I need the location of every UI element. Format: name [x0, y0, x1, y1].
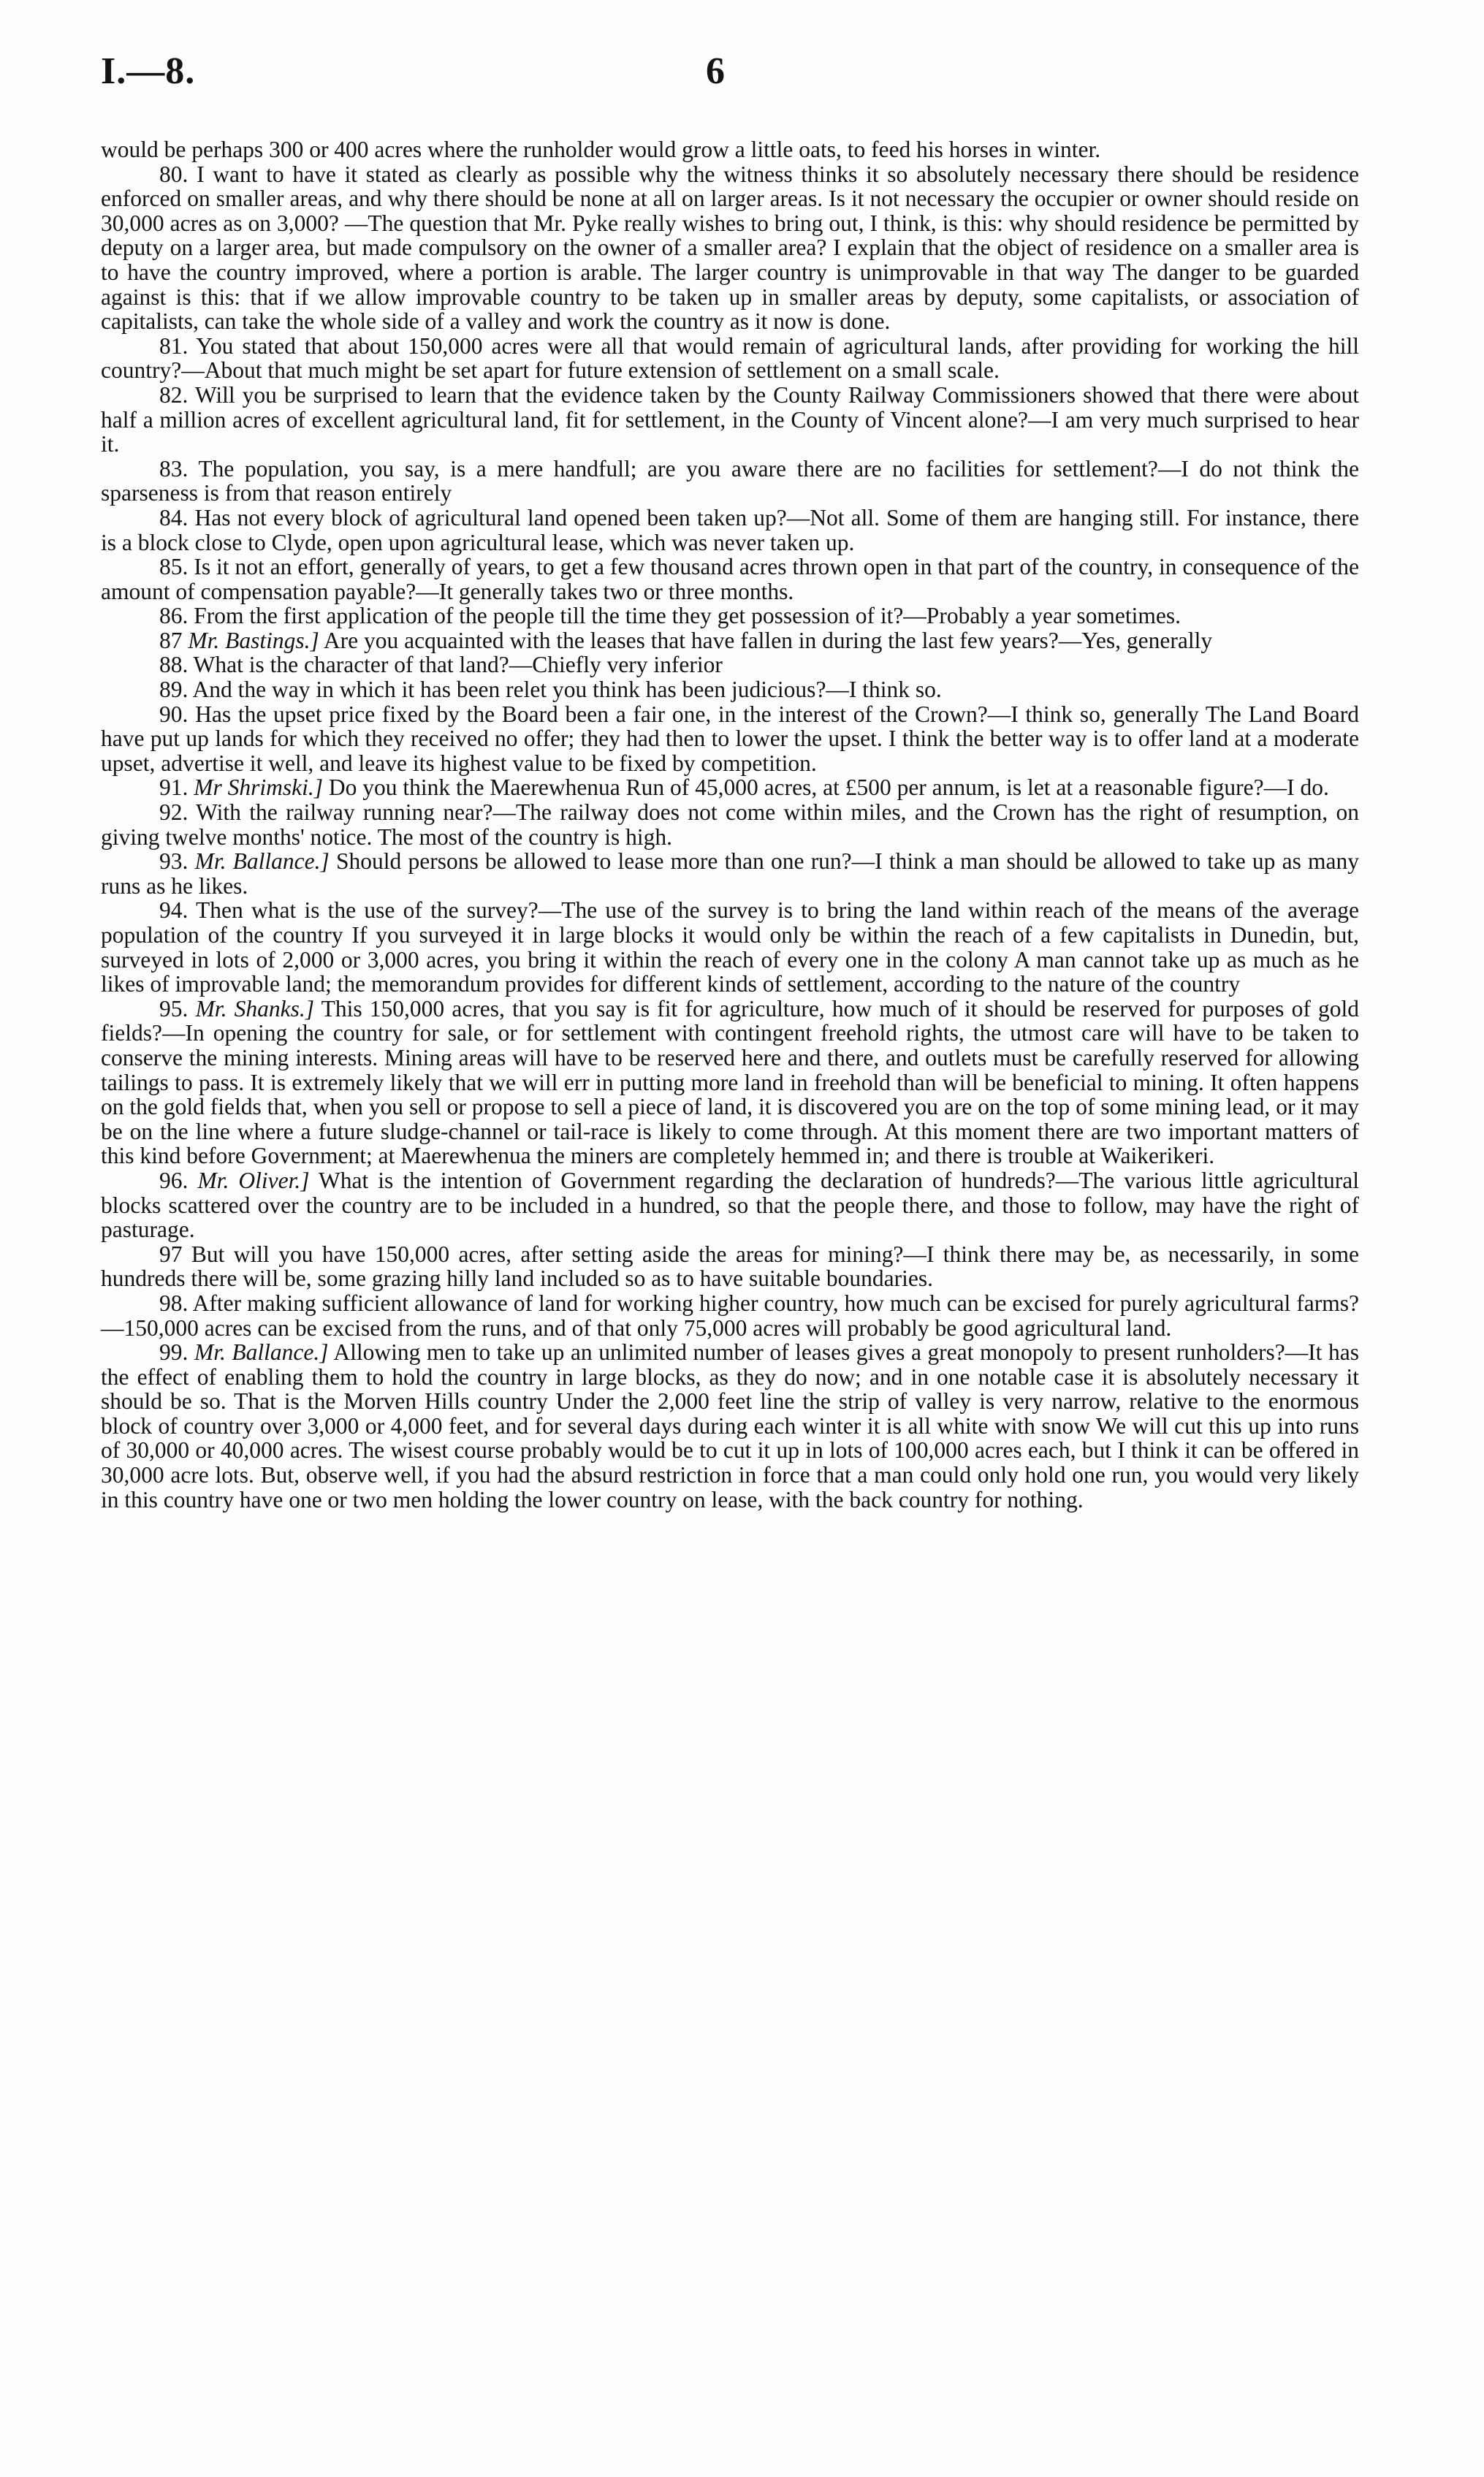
question-number: 99. [159, 1339, 189, 1366]
paragraph-87 [101, 628, 1359, 653]
speaker-label: Mr. Ballance.] [194, 1339, 329, 1366]
paragraph-text: Are you acquainted with the leases that have fallen in during the last few years?—Yes, generally [323, 627, 1213, 653]
question-number: 93. [159, 848, 189, 875]
paragraph-80: 80. I want to have it stated as clearly as possible why the witness thinks it so absolutely necessary there should be residence enforced on smaller areas, and why there should be none at all on larger areas. Is it not necessary the occupier or owner should reside on 30,000 acres as on 3,000? —The question that Mr. Pyke really wishes to bring out, I think, is this: why should residence be permitted by deputy on a larger area, but made compulsory on the owner of a smaller area? I explain that the object of residence on a smaller area is to have the country improved, where a portion is arable. The larger country is unimprovable in that way The danger to be guarded against is this: that if we allow improvable country to be taken up in smaller areas by deputy, some capitalists, or association of capitalists, can take the whole side of a valley and work the country as it now is done. [101, 161, 1359, 335]
paragraph-97: 97 But will you have 150,000 acres, after setting aside the areas for mining?—I think there may be, as necessarily, in some hundreds there will be, some grazing hilly land included so as to have suitable boundaries. [101, 1241, 1359, 1292]
paragraph-99 [101, 1340, 1359, 1512]
question-number: 96. [159, 1167, 189, 1193]
question-number: 95. [159, 995, 189, 1021]
paragraph-86: 86. From the first application of the people till the time they get possession of it?—Probably a year sometimes. [159, 603, 1181, 629]
opening-paragraph: would be perhaps 300 or 400 acres where the runholder would grow a little oats, to feed his horses in winter. [101, 137, 1101, 162]
paragraph-text: This 150,000 acres, that you say is fit for agriculture, how much of it should be reserved for purposes of gold fields?—In opening the country for sale, or for settlement with contingent freehold rights, the utmost care will have to be taken to conserve the mining interests. Mining areas will have to be reserved here and there, and outlets must be carefully reserved for allowing tailings to pass. It is extremely likely that we will err in putting more land in freehold than will be beneficial to mining. It often happens on the gold fields that, when you sell or propose to sell a piece of land, it is discovered you are on the top of some mining lead, or it may be on the line where a future sludge-channel or tail-race is likely to come through. At this moment there are two important matters of this kind before Government; at Maerewhenua the miners are completely hemmed in; and there is trouble at Waikerikeri. [101, 995, 1360, 1169]
paragraph-83: 83. The population, you say, is a mere handfull; are you aware there are no facilities for settlement?—I do not think the sparseness is from that reason entirely [101, 455, 1359, 506]
paragraph-85: 85. Is it not an effort, generally of years, to get a few thousand acres thrown open in that part of the country, in consequence of the amount of compensation payable?—It generally takes two or three months. [101, 554, 1359, 604]
page-header [101, 50, 1382, 101]
paragraph-82: 82. Will you be surprised to learn that the evidence taken by the County Railway Commissioners showed that there were about half a million acres of excellent agricultural land, fit for settlement, in the County of Vincent alone?—I am very much surprised to hear it. [101, 381, 1359, 457]
page-number: 6 [706, 50, 725, 92]
document-reference: I.—8. [101, 50, 196, 92]
paragraph-96 [101, 1168, 1359, 1242]
paragraph-89: 89. And the way in which it has been relet you think has been judicious?—I think so. [159, 677, 942, 703]
paragraph-text: Allowing men to take up an unlimited number of leases gives a great monopoly to present runholders?—It has the effect of enabling them to hold the country in large blocks, as they do now; and in one notable case it is absolutely necessary it should be so. That is the Morven Hills country Under the 2,000 feet line the strip of valley is very narrow, relative to the enormous block of country over 3,000 or 4,000 feet, and for several days during each winter it is all white with snow We will cut this up into runs of 30,000 or 40,000 acres. The wisest course probably would be to cut it up in lots of 100,000 acres each, but I think it can be offered in 30,000 acre lots. But, observe well, if you had the absurd restriction in force that a man could only hold one run, you would very likely in this country have one or two men holding the lower country on lease, with the back country for nothing. [101, 1339, 1359, 1513]
paragraph-84: 84. Has not every block of agricultural land opened been taken up?—Not all. Some of them are hanging still. For instance, there is a block close to Clyde, open upon agricultural lease, which was never taken up. [101, 504, 1359, 555]
paragraph-91 [101, 775, 1359, 800]
paragraph-text: What is the intention of Government regarding the declaration of hundreds?—The various little agricultural blocks scattered over the country are to be included in a hundred, so that the people there, and those to follow, may have the right of pasturage. [101, 1167, 1360, 1243]
paragraph-95 [101, 997, 1359, 1168]
speaker-label: Mr Shrimski.] [194, 775, 324, 801]
paragraph-88: 88. What is the character of that land?—Chiefly very inferior [159, 652, 723, 678]
question-number: 91. [159, 775, 189, 801]
paragraph-text: Do you think the Maerewhenua Run of 45,000 acres, at £500 per annum, is let at a reasonable figure?—I do. [328, 775, 1329, 801]
paragraph-90: 90. Has the upset price fixed by the Board been a fair one, in the interest of the Crown?—I think so, generally The Land Board have put up lands for which they received no offer; they had then to lower the upset. I think the better way is to offer land at a moderate upset, advertise it well, and leave its highest value to be fixed by competition. [101, 701, 1359, 776]
question-number: 87 [159, 627, 183, 653]
paragraph-93 [101, 849, 1359, 898]
paragraph-94: 94. Then what is the use of the survey?—The use of the survey is to bring the land within reach of the means of the average population of the country If you surveyed it in large blocks it would only be within the reach of a few capitalists in Dunedin, but, surveyed in lots of 2,000 or 3,000 acres, you bring it within the reach of every one in the colony A man cannot take up as much as he likes of improvable land; the memorandum provides for different kinds of settlement, according to the nature of the country [101, 897, 1359, 997]
paragraph-92: 92. With the railway running near?—The railway does not come within miles, and the Crown has the right of resumption, on giving twelve months' notice. The most of the country is high. [101, 799, 1359, 850]
paragraph-81: 81. You stated that about 150,000 acres were all that would remain of agricultural lands, after providing for working the hill country?—About that much might be set apart for future extension of settlement on a small scale. [101, 332, 1359, 384]
speaker-label: Mr. Shanks.] [195, 995, 314, 1021]
speaker-label: Mr. Ballance.] [194, 848, 330, 875]
paragraph-text: Should persons be allowed to lease more than one run?—I think a man should be allowed to take up as many runs as he likes. [101, 848, 1360, 899]
document-body [101, 137, 1359, 1512]
speaker-label: Mr. Oliver.] [197, 1167, 310, 1193]
speaker-label: Mr. Bastings.] [188, 627, 319, 653]
paragraph-98: 98. After making sufficient allowance of land for working higher country, how much can be excised for purely agricultural farms?—150,000 acres can be excised from the runs, and of that only 75,000 acres will probably be good agricultural land. [101, 1290, 1359, 1341]
